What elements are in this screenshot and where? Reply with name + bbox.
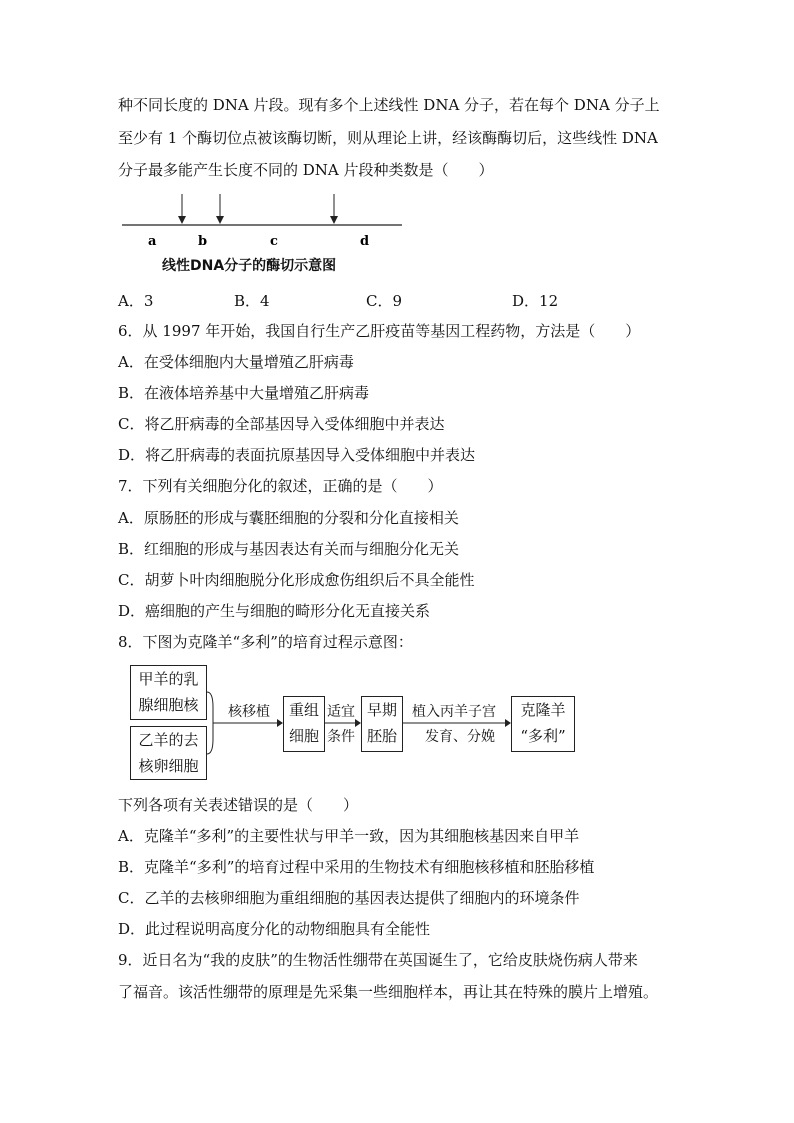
segment-label-d: d	[360, 234, 370, 249]
dna-diagram-caption: 线性DNA分子的酶切示意图	[162, 258, 337, 274]
label-nuclear-transfer: 核移植	[228, 704, 270, 720]
q8-option-d[interactable]: D．此过程说明高度分化的动物细胞具有全能性	[118, 920, 431, 938]
dolly-box: 克隆羊 “多利”	[511, 696, 575, 752]
q5-text-line3: 分子最多能产生长度不同的 DNA 片段种类数是（ ）	[118, 161, 494, 179]
q5-text-line2: 至少有 1 个酶切位点被该酶切断，则从理论上讲，经该酶酶切后，这些线性 DNA	[118, 129, 658, 147]
dna-cut-diagram	[122, 190, 412, 252]
cloning-flow-diagram	[125, 665, 585, 780]
cut-arrow-3	[330, 194, 338, 224]
q5-options	[118, 290, 598, 310]
label-implant-uterus: 植入丙羊子宫	[412, 704, 496, 720]
segment-label-b: b	[198, 234, 208, 249]
q8-option-b[interactable]: B．克隆羊“多利”的培育过程中采用的生物技术有细胞核移植和胚胎移植	[118, 858, 595, 876]
q8-question: 下列各项有关表述错误的是（ ）	[118, 796, 359, 814]
q9-text-line1: 9．近日名为“我的皮肤”的生物活性绷带在英国诞生了，它给皮肤烧伤病人带来	[118, 951, 638, 969]
q5-text-line1: 种不同长度的 DNA 片段。现有多个上述线性 DNA 分子，若在每个 DNA 分子上	[118, 96, 660, 114]
q7-option-d[interactable]: D．癌细胞的产生与细胞的畸形分化无直接关系	[118, 602, 431, 620]
cut-arrow-1	[178, 194, 186, 224]
q7-option-b[interactable]: B．红细胞的形成与基因表达有关而与细胞分化无关	[118, 540, 460, 558]
q5-option-b[interactable]: B．4	[234, 292, 270, 310]
q8-stem: 8．下图为克隆羊“多利”的培育过程示意图：	[118, 633, 413, 651]
q7-stem: 7．下列有关细胞分化的叙述，正确的是（ ）	[118, 477, 443, 495]
q7-option-a[interactable]: A．原肠胚的形成与囊胚细胞的分裂和分化直接相关	[118, 509, 459, 527]
q6-option-a[interactable]: A．在受体细胞内大量增殖乙肝病毒	[118, 353, 354, 371]
segment-label-a: a	[148, 234, 157, 249]
label-suitable: 适宜	[327, 704, 355, 720]
q5-option-a[interactable]: A．3	[118, 292, 154, 310]
label-conditions: 条件	[327, 729, 355, 745]
enucleated-egg-box: 乙羊的去 核卵细胞	[130, 726, 207, 780]
segment-label-c: c	[270, 234, 278, 249]
donor-nucleus-box: 甲羊的乳 腺细胞核	[130, 665, 207, 720]
q9-text-line2: 了福音。该活性绷带的原理是先采集一些细胞样本，再让其在特殊的膜片上增殖。	[118, 983, 659, 1001]
q5-option-c[interactable]: C．9	[366, 292, 403, 310]
q5-option-d[interactable]: D．12	[512, 292, 559, 310]
q6-option-b[interactable]: B．在液体培养基中大量增殖乙肝病毒	[118, 384, 370, 402]
merge-brace	[207, 692, 213, 754]
q6-option-d[interactable]: D．将乙肝病毒的表面抗原基因导入受体细胞中并表达	[118, 446, 476, 464]
q6-stem: 6．从 1997 年开始，我国自行生产乙肝疫苗等基因工程药物，方法是（ ）	[118, 322, 641, 340]
recombinant-cell-box: 重组 细胞	[283, 696, 325, 752]
q8-option-c[interactable]: C．乙羊的去核卵细胞为重组细胞的基因表达提供了细胞内的环境条件	[118, 889, 580, 907]
label-develop-birth: 发育、分娩	[425, 729, 495, 745]
q8-option-a[interactable]: A．克隆羊“多利”的主要性状与甲羊一致，因为其细胞核基因来自甲羊	[118, 827, 580, 845]
q6-option-c[interactable]: C．将乙肝病毒的全部基因导入受体细胞中并表达	[118, 415, 445, 433]
q7-option-c[interactable]: C．胡萝卜叶肉细胞脱分化形成愈伤组织后不具全能性	[118, 571, 475, 589]
cut-arrow-2	[216, 194, 224, 224]
early-embryo-box: 早期 胚胎	[361, 696, 403, 752]
